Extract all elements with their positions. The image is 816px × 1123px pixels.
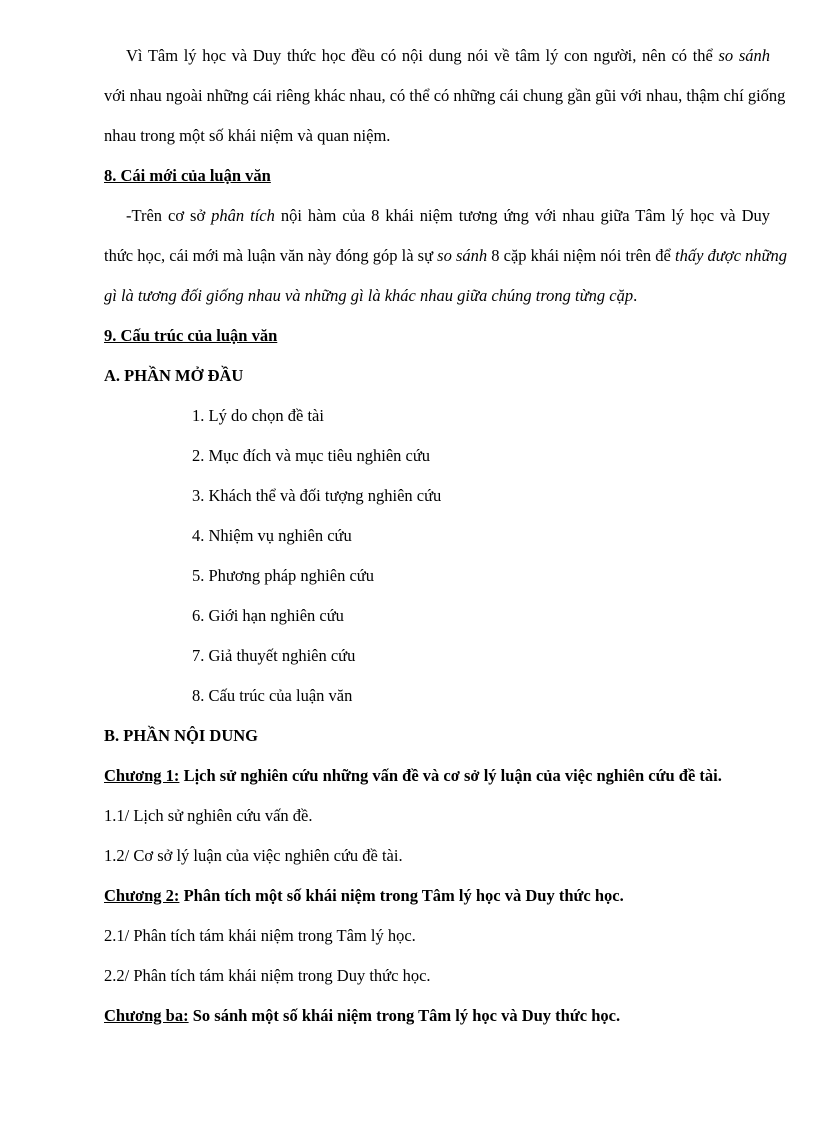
s8-emphasis-4: gì là tương đối giống nhau và những gì là khác nhau giữa chúng trong từng cặp: [104, 286, 634, 305]
intro-line-1: [126, 46, 770, 66]
s8-text-a: -Trên cơ sở: [126, 206, 212, 225]
section-9-heading: 9. Cấu trúc của luận văn: [104, 326, 278, 345]
chapter-2-title: Phân tích một số khái niệm trong Tâm lý học và Duy thức học.: [179, 886, 624, 905]
chapter-3-label: Chương ba:: [104, 1006, 189, 1025]
chapter-2-item: 2.1/ Phân tích tám khái niệm trong Tâm lý học.: [104, 926, 416, 945]
chapter-2-heading: [104, 886, 624, 906]
chapter-3-title: So sánh một số khái niệm trong Tâm lý học và Duy thức học.: [188, 1006, 621, 1025]
section-8-heading: 8. Cái mới của luận văn: [104, 166, 271, 185]
toc-item: 2. Mục đích và mục tiêu nghiên cứu: [192, 446, 431, 465]
toc-item: 8. Cấu trúc của luận văn: [192, 686, 353, 705]
chapter-2-item: 2.2/ Phân tích tám khái niệm trong Duy thức học.: [104, 966, 431, 985]
chapter-2-label: Chương 2:: [104, 886, 180, 905]
s8-emphasis-2: so sánh: [437, 246, 488, 265]
chapter-1-label: Chương 1:: [104, 766, 180, 785]
part-a-heading: A. PHẦN MỞ ĐẦU: [104, 366, 244, 385]
chapter-1-heading: [104, 766, 722, 786]
toc-item: 1. Lý do chọn đề tài: [192, 406, 324, 425]
intro-emphasis: so sánh: [718, 46, 771, 65]
intro-text: Vì Tâm lý học và Duy thức học đều có nội dung nói về tâm lý con người, nên có thể: [126, 46, 719, 65]
chapter-1-item: 1.2/ Cơ sở lý luận của việc nghiên cứu đề tài.: [104, 846, 403, 865]
part-b-heading: B. PHẦN NỘI DUNG: [104, 726, 259, 745]
s8-text-b: nội hàm của 8 khái niệm tương ứng với nhau giữa Tâm lý học và Duy: [274, 206, 770, 225]
toc-item: 4. Nhiệm vụ nghiên cứu: [192, 526, 352, 545]
intro-line-3: nhau trong một số khái niệm và quan niệm.: [104, 126, 391, 145]
chapter-1-title: Lịch sử nghiên cứu những vấn đề và cơ sở lý luận của việc nghiên cứu đề tài.: [179, 766, 722, 785]
chapter-3-heading: [104, 1006, 620, 1026]
intro-line-2: với nhau ngoài những cái riêng khác nhau, có thể có những cái chung gần gũi với nhau, thậm chí giống: [104, 86, 786, 105]
s8-period: .: [633, 286, 638, 305]
s8-text-c: thức học, cái mới mà luận văn này đóng góp là sự: [104, 246, 438, 265]
toc-item: 5. Phương pháp nghiên cứu: [192, 566, 374, 585]
s8-emphasis-3: thấy được những: [675, 246, 788, 265]
section-8-line-1: [126, 206, 770, 226]
s8-text-d: 8 cặp khái niệm nói trên để: [487, 246, 675, 265]
section-8-line-3: [104, 286, 637, 306]
toc-item: 7. Giả thuyết nghiên cứu: [192, 646, 356, 665]
toc-item: 6. Giới hạn nghiên cứu: [192, 606, 344, 625]
toc-item: 3. Khách thể và đối tượng nghiên cứu: [192, 486, 442, 505]
chapter-1-item: 1.1/ Lịch sử nghiên cứu vấn đề.: [104, 806, 313, 825]
s8-emphasis-1: phân tích: [211, 206, 275, 225]
section-8-line-2: [104, 246, 788, 266]
